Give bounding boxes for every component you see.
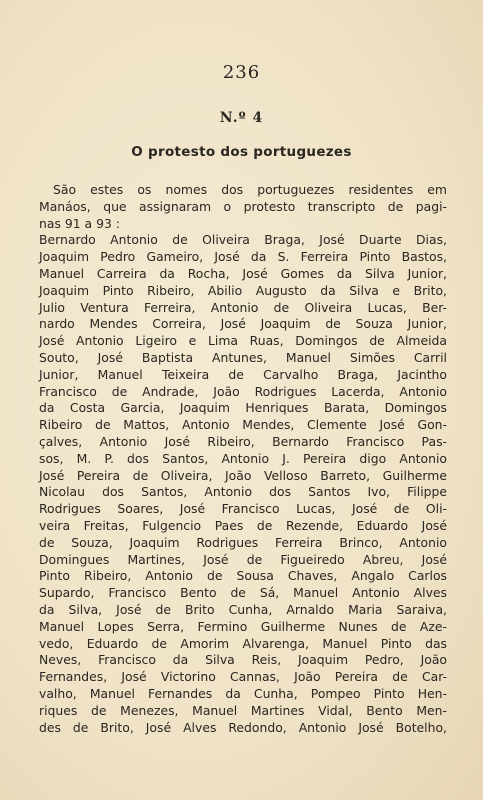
text-line: da Silva, José de Brito Cunha, Arnaldo Maria Saraiva,	[39, 601, 447, 617]
text-line: José Antonio Ligeiro e Lima Ruas, Domingos de Almeida	[39, 333, 447, 349]
text-line: Ribeiro de Mattos, Antonio Mendes, Clemente José Gon-	[39, 417, 447, 433]
document-title: O protesto dos portuguezes	[131, 144, 352, 160]
text-line: Pinto Ribeiro, Antonio de Sousa Chaves, Angalo Carlos	[39, 568, 447, 584]
text-line: Manuel Lopes Serra, Fermino Guilherme Nunes de Aze-	[39, 618, 447, 634]
text-line: Souto, José Baptista Antunes, Manuel Simões Carril	[39, 349, 447, 365]
text-line: çalves, Antonio José Ribeiro, Bernardo Francisco Pas-	[39, 433, 447, 449]
text-line: Julio Ventura Ferreira, Antonio de Oliveira Lucas, Ber-	[39, 299, 447, 315]
text-line: Rodrigues Soares, José Francisco Lucas, José de Oli-	[39, 501, 447, 517]
text-line: nardo Mendes Correira, José Joaquim de Souza Junior,	[39, 316, 447, 332]
text-line: de Souza, Joaquim Rodrigues Ferreira Brinco, Antonio	[39, 534, 447, 550]
text-line: sos, M. P. dos Santos, Antonio J. Pereira digo Antonio	[39, 450, 447, 466]
text-line: da Costa Garcia, Joaquim Henriques Barata, Domingos	[39, 400, 447, 416]
text-line: Neves, Francisco da Silva Reis, Joaquim Pedro, João	[39, 652, 447, 668]
text-line: Fernandes, José Victorino Cannas, João Pereira de Car-	[39, 669, 447, 685]
text-line: Francisco de Andrade, João Rodrigues Lacerda, Antonio	[39, 383, 447, 399]
text-line: valho, Manuel Fernandes da Cunha, Pompeo Pinto Hen-	[39, 685, 447, 701]
document-number: N.º 4	[219, 110, 264, 126]
text-line: riques de Menezes, Manuel Martines Vidal, Bento Men-	[39, 702, 447, 718]
text-line: nas 91 a 93 :	[39, 215, 120, 231]
text-line: Junior, Manuel Teixeira de Carvalho Braga, Jacintho	[39, 366, 447, 382]
text-line: Manáos, que assignaram o protesto transcripto de pagi-	[39, 198, 447, 214]
page-number: 236	[222, 62, 261, 83]
text-line: Domingues Martines, José de Figueiredo Abreu, José	[39, 551, 447, 567]
text-line: Joaquim Pedro Gameiro, José da S. Ferreira Pinto Bastos,	[39, 249, 447, 265]
text-line: des de Brito, José Alves Redondo, Antonio José Botelho,	[39, 719, 447, 735]
text-line: Manuel Carreira da Rocha, José Gomes da Silva Junior,	[39, 265, 447, 281]
text-line: Bernardo Antonio de Oliveira Braga, José Duarte Dias,	[39, 232, 447, 248]
text-line: veira Freitas, Fulgencio Paes de Rezende, Eduardo José	[39, 517, 447, 533]
text-line: vedo, Eduardo de Amorim Alvarenga, Manuel Pinto das	[39, 635, 447, 651]
text-line: Nicolau dos Santos, Antonio dos Santos Ivo, Filippe	[39, 484, 447, 500]
text-line: Supardo, Francisco Bento de Sá, Manuel Antonio Alves	[39, 585, 447, 601]
text-line: José Pereira de Oliveira, João Velloso Barreto, Guilherme	[39, 467, 447, 483]
body-text	[39, 182, 447, 736]
text-line: São estes os nomes dos portuguezes residentes em	[53, 182, 447, 197]
text-line: Joaquim Pinto Ribeiro, Abilio Augusto da Silva e Brito,	[39, 282, 447, 298]
